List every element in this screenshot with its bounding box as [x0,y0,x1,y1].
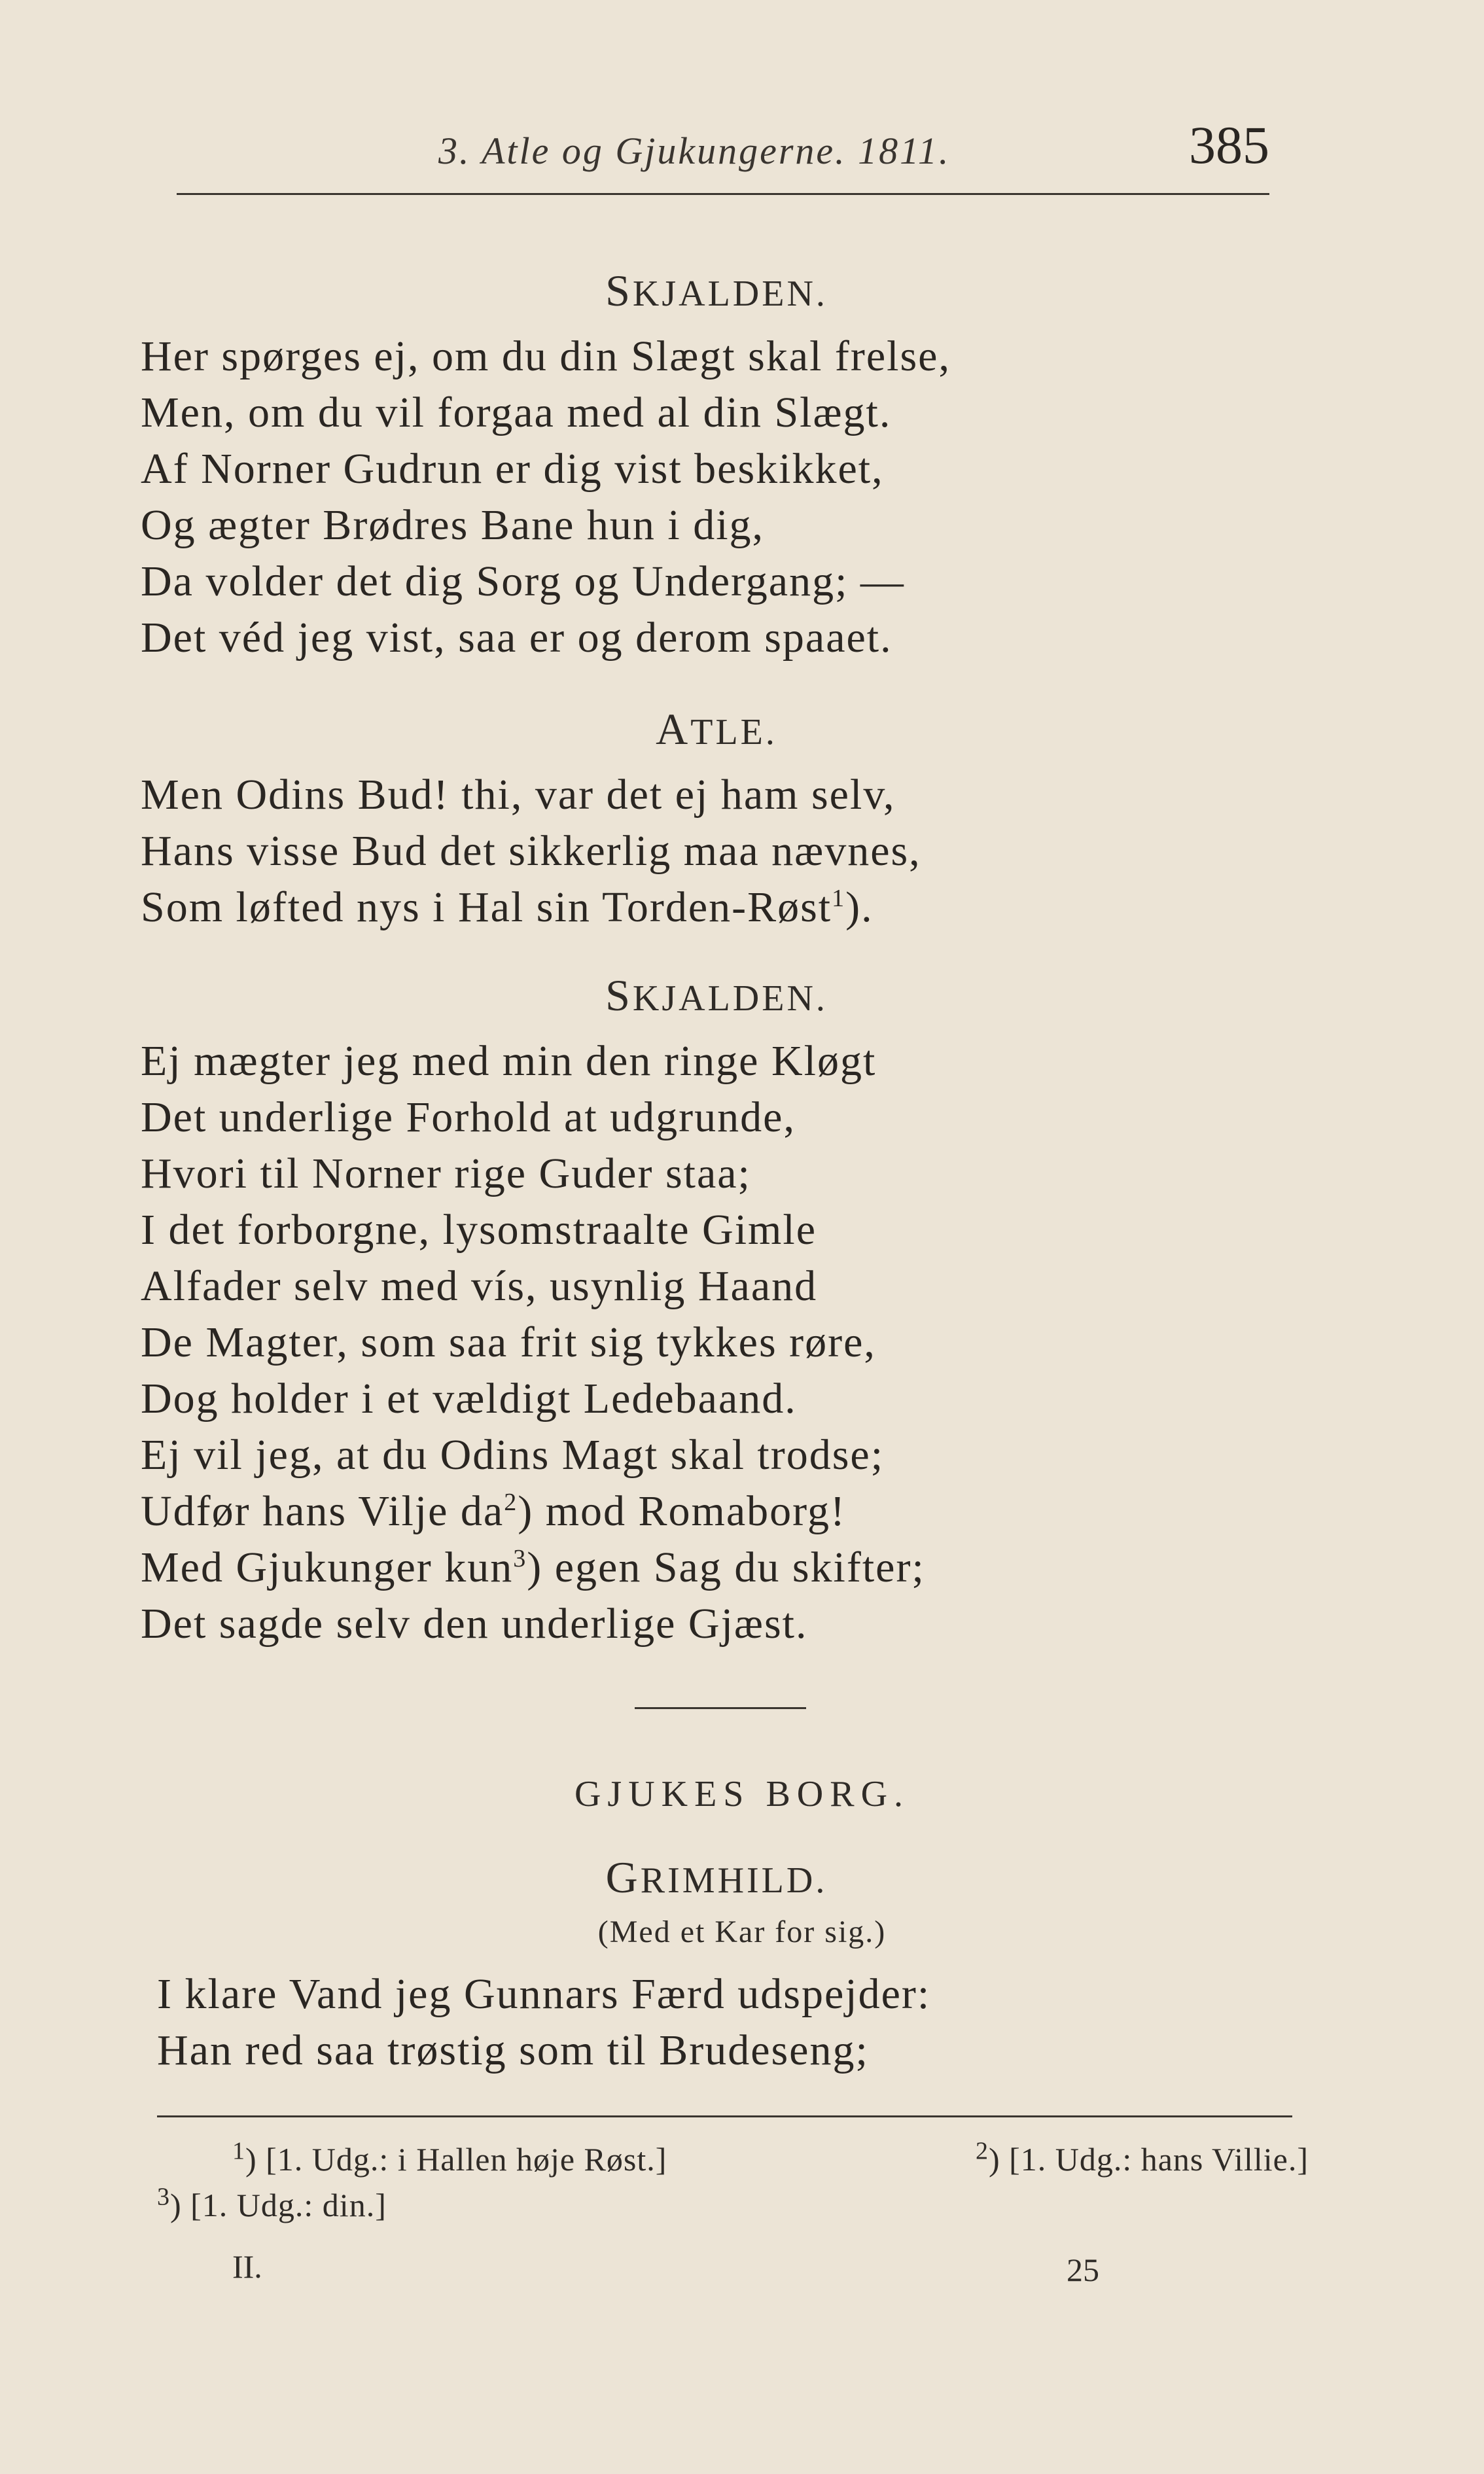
section-skjalden-1 [141,265,1292,666]
footnote-ref: 1 [832,885,846,912]
verse-line: Men Odins Bud! thi, var det ej ham selv, [141,771,896,819]
verse-line: Det sagde selv den underlige Gjæst. [141,1600,808,1648]
verse-line: I det forborgne, lysomstraalte Gimle [141,1206,817,1254]
header-rule [177,193,1269,195]
footnote-line-1: $^1$) [1. Udg.: i Hallen høje Røst.] $^2$) [1. Udg.: hans Villie.] [232,2137,1309,2178]
page-header [177,115,1269,193]
verse-line: Som løfted nys i Hal sin Torden-Røst$^1$). [141,883,874,931]
verse-line: Udfør hans Vilje $da^2$) mod Romaborg! [141,1487,846,1535]
verse-block [141,328,1292,666]
verse-line: Og ægter Brødres Bane hun i dig, [141,501,765,549]
verse-line: De Magter, som saa frit sig tykkes røre, [141,1318,876,1366]
footnote-rule [157,2115,1292,2117]
verse-line: Han red saa trøstig som til Brudeseng; [157,2026,869,2074]
verse-line: Hvori til Norner rige Guder staa; [141,1150,751,1197]
verse-line: Det underlige Forhold at udgrunde, [141,1093,796,1141]
verse-line: Det véd jeg vist, saa er og derom spaaet. [141,614,892,662]
verse-line: I klare Vand jeg Gunnars Færd udspejder: [157,1970,931,2018]
footnotes [157,2136,1309,2228]
verse-line: Da volder det dig Sorg og Undergang; — [141,557,905,605]
verse-line: Dog holder i et vældigt Ledebaand. [141,1375,797,1423]
verse-block [141,1966,1292,2079]
speaker-heading: SKJALDEN. [605,266,828,315]
volume-mark: II. [232,2248,262,2285]
verse-line: Ej vil jeg, at du Odins Magt skal trodse; [141,1431,885,1479]
speaker-heading: GRIMHILD. [605,1852,828,1902]
footnote-ref: 3 [513,1545,527,1572]
verse-block [141,767,1292,936]
section-skjalden-2 [141,970,1292,1652]
footnote-ref: 2 [504,1489,518,1516]
footnote-line-2: $^3$) [1. Udg.: din.] [157,2183,387,2223]
stage-direction: (Med et Kar for sig.) [597,1915,887,1949]
scene-title: GJUKES BORG. [574,1774,910,1814]
sheet-number: 25 [1067,2252,1099,2288]
verse-line: Alfader selv med vís, usynlig Haand [141,1262,818,1310]
running-head: 3. Atle og Gjukungerne. 1811. [438,130,951,172]
speaker-grimhild [141,1852,1292,1903]
section-atle [141,703,1292,936]
scene-divider [635,1707,806,1709]
verse-line: Her spørges ej, om du din Slægt skal frelse, [141,332,951,380]
page-number: 385 [1189,115,1269,175]
verse-line: Hans visse Bud det sikkerlig maa nævnes, [141,827,921,875]
verse-line: Men, om du vil forgaa med al din Slægt. [141,389,892,436]
verse-line: Af Norner Gudrun er dig vist beskikket, [141,445,884,493]
verse-line: Med Gjukunger kun$^3$) egen Sag du skifter; [141,1544,925,1591]
speaker-heading: ATLE. [656,704,777,754]
verse-block [141,1033,1292,1652]
speaker-heading: SKJALDEN. [605,970,828,1020]
verse-line: Ej mægter jeg med min den ringe Kløgt [141,1037,877,1085]
